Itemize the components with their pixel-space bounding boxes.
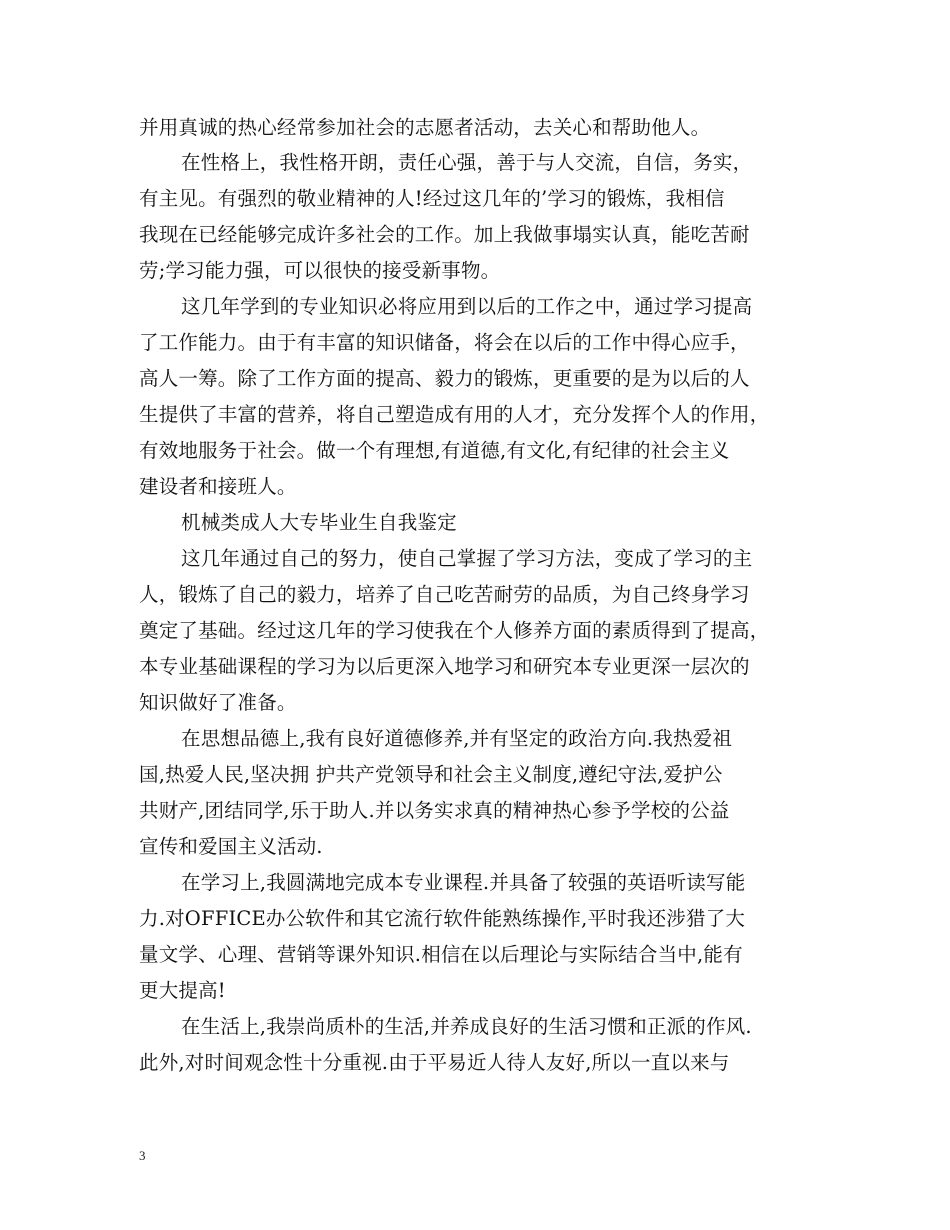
text-line: 高人一筹。除了工作方面的提高、毅力的锻炼，更重要的是为以后的人	[139, 367, 750, 390]
paragraph-start-line: 在思想品德上,我有良好道德修养,并有坚定的政治方向.我热爱祖	[181, 727, 733, 750]
text-line: 有主见。有强烈的敬业精神的人!经过这几年的’学习的锻炼，我相信	[139, 187, 725, 210]
text-line: 此外,对时间观念性十分重视.由于平易近人待人友好,所以一直以来与	[139, 1051, 730, 1074]
text-line: 有效地服务于社会。做一个有理想,有道德,有文化,有纪律的社会主义	[139, 439, 730, 462]
text-line: 力.对OFFICE办公软件和其它流行软件能熟练操作,平时我还涉猎了大	[139, 907, 746, 930]
text-line: 劳;学习能力强，可以很快的接受新事物。	[139, 259, 501, 282]
paragraph-start-line: 这几年通过自己的努力，使自己掌握了学习方法，变成了学习的主	[181, 547, 753, 570]
paragraph-start-line: 在生活上,我崇尚质朴的生活,并养成良好的生活习惯和正派的作风.	[181, 1015, 752, 1038]
text-line: 人，锻炼了自己的毅力，培养了自己吃苦耐劳的品质，为自己终身学习	[139, 583, 750, 606]
text-line: 生提供了丰富的营养，将自己塑造成有用的人才，充分发挥个人的作用，	[139, 403, 770, 426]
text-line: 本专业基础课程的学习为以后更深入地学习和研究本专业更深一层次的	[139, 655, 750, 678]
text-line: 并用真诚的热心经常参加社会的志愿者活动，去关心和帮助他人。	[139, 116, 711, 139]
text-line: 奠定了基础。经过这几年的学习使我在个人修养方面的素质得到了提高，	[139, 619, 770, 642]
text-line: 了工作能力。由于有丰富的知识储备，将会在以后的工作中得心应手，	[139, 331, 750, 354]
paragraph-start-line: 这几年学到的专业知识必将应用到以后的工作之中，通过学习提高	[181, 295, 753, 318]
paragraph-start-line: 在学习上,我圆满地完成本专业课程.并具备了较强的英语听读写能	[181, 871, 746, 894]
text-line: 国,热爱人民,坚决拥 护共产党领导和社会主义制度,遵纪守法,爱护公	[139, 763, 723, 786]
page-number: 3	[139, 1148, 146, 1163]
text-line: 宣传和爱国主义活动.	[139, 835, 323, 858]
section-title: 机械类成人大专毕业生自我鉴定	[181, 511, 457, 534]
text-line: 我现在已经能够完成许多社会的工作。加上我做事塌实认真，能吃苦耐	[139, 223, 750, 246]
text-line: 共财产,团结同学,乐于助人.并以务实求真的精神热心参予学校的公益	[139, 799, 730, 822]
text-line: 知识做好了准备。	[139, 691, 297, 714]
paragraph-start-line: 在性格上，我性格开朗，责任心强，善于与人交流，自信，务实，	[181, 151, 753, 174]
text-line: 建设者和接班人。	[139, 475, 297, 498]
text-line: 量文学、心理、营销等课外知识.相信在以后理论与实际结合当中,能有	[139, 943, 743, 966]
text-line: 更大提高!	[139, 979, 226, 1002]
